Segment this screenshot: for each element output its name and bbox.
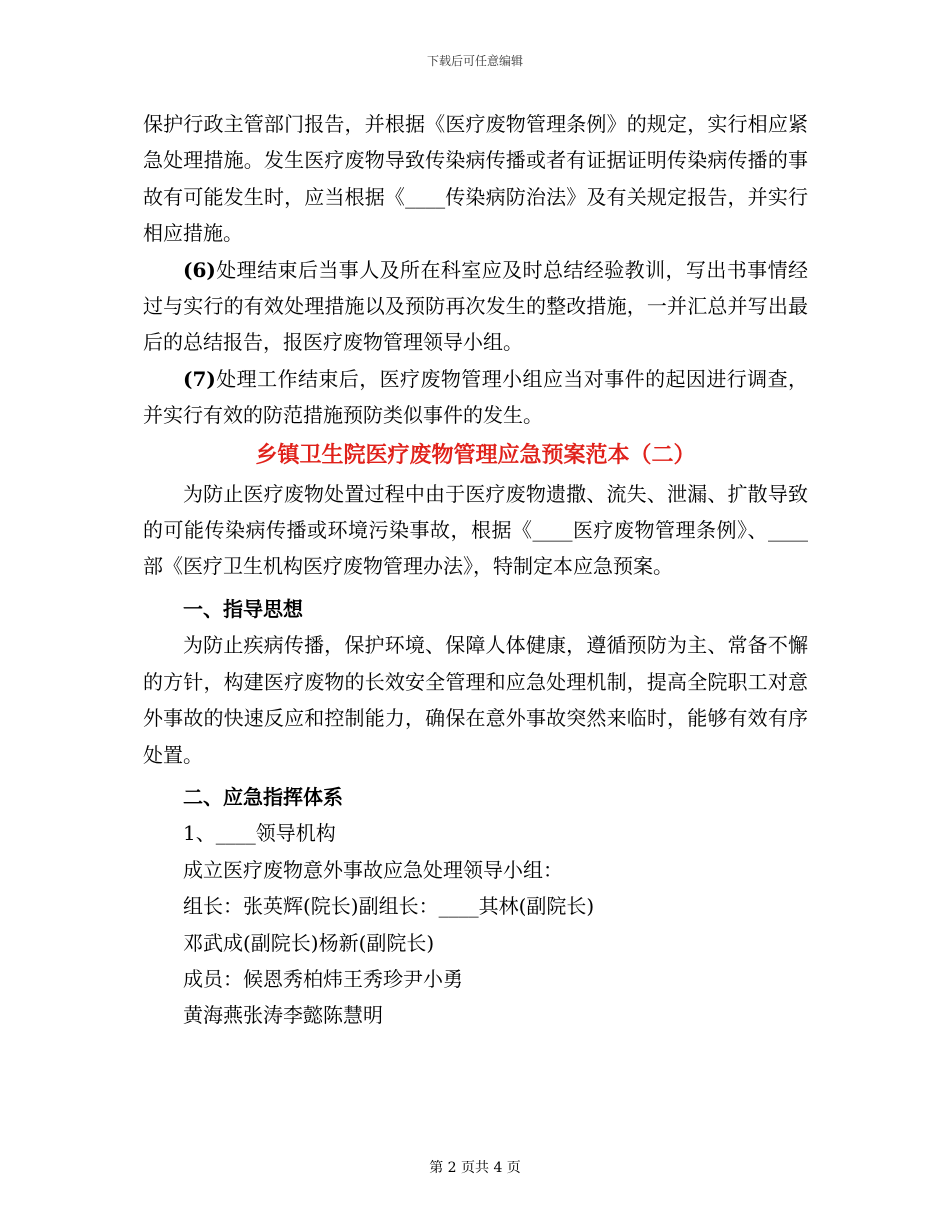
paragraph-text: 处理结束后当事人及所在科室应及时总结经验教训，写出书事情经过与实行的有效处理措施以及预防再次发生的整改措施，一并汇总并写出最后的总结报告，报医疗废物管理领导小组。 — [143, 257, 808, 355]
list-line: 组长：张英辉(院长)副组长：____其林(副院长) — [183, 894, 595, 919]
intro-paragraph: 为防止医疗废物处置过程中由于医疗废物遗撒、流失、泄漏、扩散导致的可能传染病传播或环境污染事故，根据《____医疗废物管理条例》、____部《医疗卫生机构医疗废物管理办法》，特制定本应急预案。 — [143, 481, 808, 579]
page-header: 下载后可任意编辑 — [426, 54, 523, 68]
item-number: (7) — [183, 366, 216, 391]
section-title: 乡镇卫生院医疗废物管理应急预案范本（二） — [255, 442, 696, 468]
list-line: 黄海燕张涛李懿陈慧明 — [183, 1003, 383, 1028]
item-number: (6) — [183, 257, 216, 282]
list-line: 邓武成(副院长)杨新(副院长) — [183, 930, 435, 955]
heading-command-system: 二、应急指挥体系 — [183, 784, 343, 809]
list-line: 1、____领导机构 — [183, 821, 336, 846]
paragraph-item-6 — [143, 252, 808, 361]
document-body — [143, 106, 808, 1034]
paragraph-text: 处理工作结束后，医疗废物管理小组应当对事件的起因进行调查，并实行有效的防范措施预防类似事件的发生。 — [143, 366, 808, 428]
list-line: 成员：候恩秀柏炜王秀珍尹小勇 — [183, 966, 463, 991]
paragraph-continuation: 保护行政主管部门报告，并根据《医疗废物管理条例》的规定，实行相应紧急处理措施。发生医疗废物导致传染病传播或者有证据证明传染病传播的事故有可能发生时，应当根据《____传染病防治法》及有关规定报告，并实行相应措施。 — [143, 112, 808, 246]
heading-guiding-thought: 一、指导思想 — [183, 596, 303, 621]
paragraph-item-7 — [143, 361, 808, 434]
list-line: 成立医疗废物意外事故应急处理领导小组： — [183, 857, 563, 882]
page-footer: 第 2 页共 4 页 — [429, 1160, 521, 1176]
guiding-paragraph: 为防止疾病传播，保护环境、保障人体健康，遵循预防为主、常备不懈的方针，构建医疗废物的长效安全管理和应急处理机制，提高全院职工对意外事故的快速反应和控制能力，确保在意外事故突然来临时，能够有效有序处置。 — [143, 633, 808, 767]
